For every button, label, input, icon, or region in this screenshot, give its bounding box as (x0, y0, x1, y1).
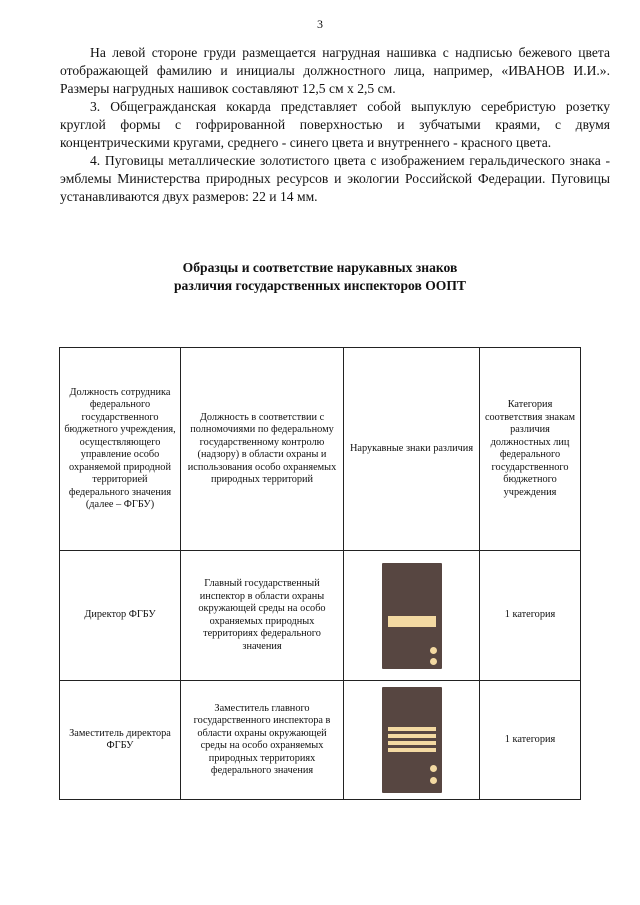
table-row (60, 551, 581, 681)
insignia-thin-stripe (388, 727, 436, 731)
insignia-table (59, 347, 581, 800)
sleeve-insignia-director (382, 563, 442, 669)
insignia-dot (430, 647, 437, 654)
header-category: Категория соответствия знакам различия должностных лиц федерального государственного бюджетного учреждения (480, 348, 581, 551)
body-text (60, 44, 610, 206)
table-row (60, 681, 581, 800)
section-title (0, 259, 640, 295)
header-authority: Должность в соответствии с полномочиями по федеральному государственному контролю (надзору) в области охраны и использования особо охраняемых природных территорий (181, 348, 344, 551)
sleeve-insignia-deputy (382, 687, 442, 793)
insignia-thin-stripe (388, 734, 436, 738)
section-title-line: различия государственных инспекторов ООПТ (174, 278, 466, 293)
cell-authority: Заместитель главного государственного инспектора в области охраны окружающей среды на особо охраняемых природных территориях федерального значения (181, 681, 344, 800)
paragraph: На левой стороне груди размещается нагрудная нашивка с надписью бежевого цвета отображающей фамилию и инициалы должностного лица, например, «ИВАНОВ И.И.». Размеры нагрудных нашивок составляют 12,5 см х 2,5 см. (60, 45, 610, 96)
cell-position: Директор ФГБУ (60, 551, 181, 681)
cell-category: 1 категория (480, 551, 581, 681)
page-number: 3 (317, 17, 323, 31)
insignia-dot (430, 765, 437, 772)
cell-insignia (344, 551, 480, 681)
paragraph: 3. Общегражданская кокарда представляет собой выпуклую серебристую розетку круглой формы с гофрированной поверхностью и зубчатыми краями, с двумя концентрическими кругами, среднего - синего цвета и внутреннего - красного цвета. (60, 99, 610, 150)
insignia-thin-stripe (388, 748, 436, 752)
cell-insignia (344, 681, 480, 800)
cell-authority: Главный государственный инспектор в области охраны окружающей среды на особо охраняемых природных территориях федерального значения (181, 551, 344, 681)
insignia-thin-stripe (388, 741, 436, 745)
table-header-row (60, 348, 581, 551)
section-title-line: Образцы и соответствие нарукавных знаков (182, 260, 458, 275)
cell-category: 1 категория (480, 681, 581, 800)
cell-position: Заместитель директора ФГБУ (60, 681, 181, 800)
insignia-wide-stripe (388, 616, 436, 627)
insignia-dot (430, 777, 437, 784)
header-position: Должность сотрудника федерального государственного бюджетного учреждения, осуществляющего управление особо охраняемой природной территорией федерального значения (далее – ФГБУ) (60, 348, 181, 551)
insignia-dot (430, 658, 437, 665)
paragraph: 4. Пуговицы металлические золотистого цвета с изображением геральдического знака - эмблемы Министерства природных ресурсов и экологии Российской Федерации. Пуговицы устанавливаются двух размеров: 22 и 14 мм. (60, 153, 610, 204)
header-insignia: Нарукавные знаки различия (344, 348, 480, 551)
